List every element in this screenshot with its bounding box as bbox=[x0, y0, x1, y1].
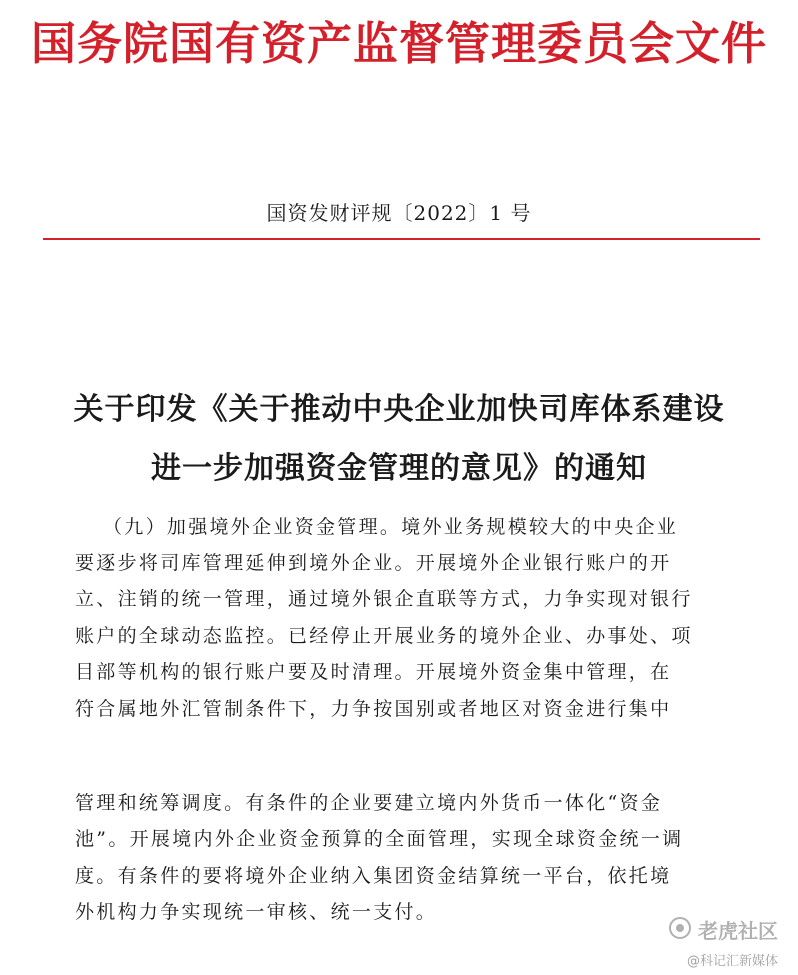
tiger-community-logo-icon bbox=[668, 916, 692, 944]
body-line: 立、注销的统一管理，通过境外银企直联等方式，力争实现对银行 bbox=[75, 588, 693, 610]
body-line: 池”。开展境内外企业资金预算的全面管理，实现全球资金统一调 bbox=[75, 828, 684, 850]
body-line: 要逐步将司库管理延伸到境外企业。开展境外企业银行账户的开 bbox=[75, 552, 672, 574]
body-line: 度。有条件的要将境外企业纳入集团资金结算统一平台，依托境 bbox=[75, 865, 672, 887]
document-number: 国资发财评规〔2022〕1 号 bbox=[266, 201, 532, 225]
watermark bbox=[668, 915, 778, 969]
body-line: 管理和统筹调度。有条件的企业要建立境内外货币一体化“资金 bbox=[75, 792, 663, 814]
notice-title-line-2: 进一步加强资金管理的意见》的通知 bbox=[151, 451, 647, 486]
body-line: 外机构力争实现统一审核、统一支付。 bbox=[75, 901, 438, 923]
watermark-subtitle: @科记汇新媒体 bbox=[686, 954, 778, 969]
document-header-title: 国务院国有资产监督管理委员会文件 bbox=[30, 17, 767, 70]
body-line: 账户的全球动态监控。已经停止开展业务的境外企业、办事处、项 bbox=[75, 625, 693, 647]
body-line: （九）加强境外企业资金管理。境外业务规模较大的中央企业 bbox=[103, 516, 679, 538]
watermark-name: 老虎社区 bbox=[698, 919, 778, 943]
red-divider bbox=[43, 238, 760, 240]
notice-title-line-1: 关于印发《关于推动中央企业加快司库体系建设 bbox=[73, 392, 725, 427]
body-line: 符合属地外汇管制条件下，力争按国别或者地区对资金进行集中 bbox=[75, 698, 672, 720]
body-line: 目部等机构的银行账户要及时清理。开展境外资金集中管理，在 bbox=[75, 661, 672, 683]
